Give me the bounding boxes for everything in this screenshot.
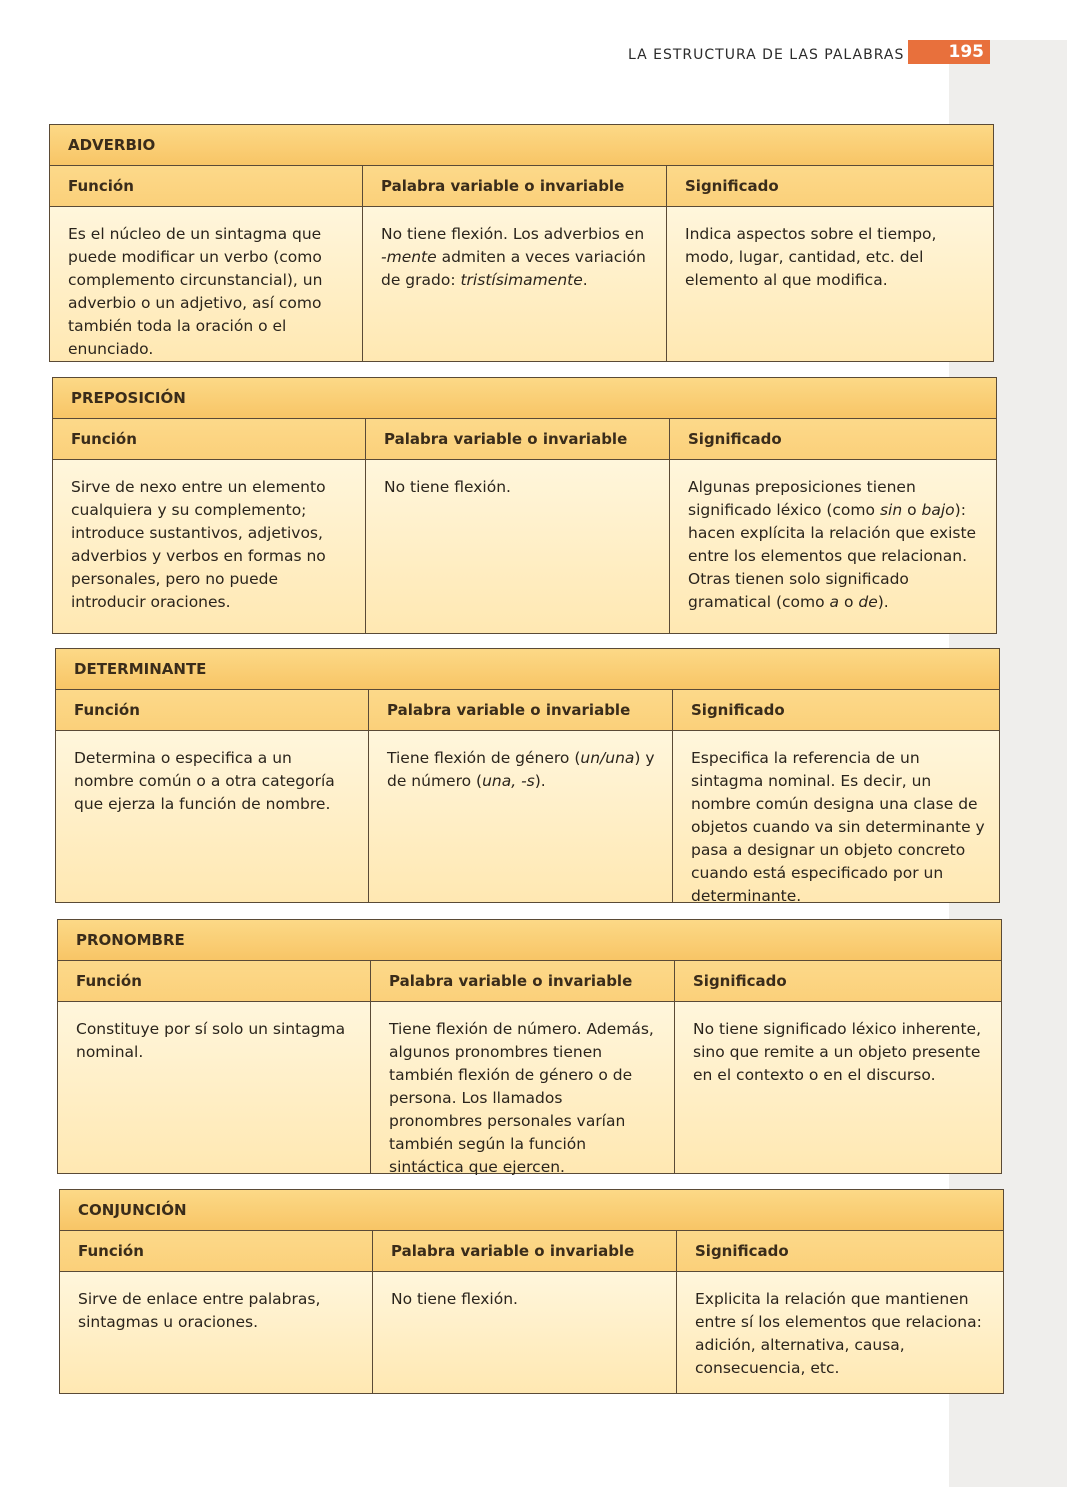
column-variable bbox=[372, 1231, 676, 1393]
column-funcion bbox=[53, 419, 365, 633]
header-significado: Significado bbox=[677, 1231, 1003, 1272]
page-number: 195 bbox=[908, 40, 990, 64]
column-variable bbox=[365, 419, 669, 633]
cell-significado: Indica aspectos sobre el tiempo, modo, lugar, cantidad, etc. del elemento al que modifica. bbox=[667, 207, 993, 361]
header-variable: Palabra variable o invariable bbox=[369, 690, 672, 731]
cell-funcion: Sirve de nexo entre un elemento cualquiera y su complemento; introduce sustantivos, adjetivos, adverbios y verbos en formas no personales, pero no puede introducir oraciones. bbox=[53, 460, 365, 633]
header-funcion: Función bbox=[53, 419, 365, 460]
table-conjuncion bbox=[59, 1189, 1004, 1394]
cell-significado: Especifica la referencia de un sintagma nominal. Es decir, un nombre común designa una clase de objetos cuando va sin determinante y pasa a designar un objeto concreto cuando está especificado por un determinante. bbox=[673, 731, 999, 902]
table-adverbio bbox=[49, 124, 994, 362]
cell-significado: No tiene significado léxico inherente, sino que remite a un objeto presente en el contexto o en el discurso. bbox=[675, 1002, 1001, 1173]
cell-funcion: Sirve de enlace entre palabras, sintagmas u oraciones. bbox=[60, 1272, 372, 1393]
header-variable: Palabra variable o invariable bbox=[371, 961, 674, 1002]
category-title: PREPOSICIÓN bbox=[53, 378, 996, 419]
header-variable: Palabra variable o invariable bbox=[363, 166, 666, 207]
header-funcion: Función bbox=[58, 961, 370, 1002]
column-variable bbox=[368, 690, 672, 902]
column-significado bbox=[674, 961, 1001, 1173]
cell-variable: Tiene flexión de número. Además, algunos pronombres tienen también flexión de género o de persona. Los llamados pronombres personales varían también según la función sintáctica que ejercen. bbox=[371, 1002, 674, 1173]
header-variable: Palabra variable o invariable bbox=[366, 419, 669, 460]
column-significado bbox=[676, 1231, 1003, 1393]
column-significado bbox=[672, 690, 999, 905]
category-title: DETERMINANTE bbox=[56, 649, 999, 690]
cell-funcion: Determina o especifica a un nombre común o a otra categoría que ejerza la función de nombre. bbox=[56, 731, 368, 902]
cell-funcion: Constituye por sí solo un sintagma nominal. bbox=[58, 1002, 370, 1173]
column-funcion bbox=[58, 961, 370, 1173]
table-preposicion bbox=[52, 377, 997, 634]
column-funcion bbox=[56, 690, 368, 902]
column-funcion bbox=[60, 1231, 372, 1393]
table-pronombre bbox=[57, 919, 1002, 1174]
cell-variable: No tiene flexión. bbox=[373, 1272, 676, 1393]
column-significado bbox=[669, 419, 996, 633]
cell-variable: Tiene flexión de género (un/una) y de número (una, -s). bbox=[369, 731, 672, 902]
header-funcion: Función bbox=[50, 166, 362, 207]
cell-significado: Algunas preposiciones tienen significado léxico (como sin o bajo): hacen explícita la relación que existe entre los elementos que relacionan. Otras tienen solo significado gramatical (como a o de). bbox=[670, 460, 996, 633]
category-title: CONJUNCIÓN bbox=[60, 1190, 1003, 1231]
column-significado bbox=[666, 166, 993, 361]
cell-variable: No tiene flexión. bbox=[366, 460, 669, 633]
column-variable bbox=[370, 961, 674, 1176]
cell-funcion: Es el núcleo de un sintagma que puede modificar un verbo (como complemento circunstancial), un adverbio o un adjetivo, así como también toda la oración o el enunciado. bbox=[50, 207, 362, 361]
header-significado: Significado bbox=[670, 419, 996, 460]
category-title: PRONOMBRE bbox=[58, 920, 1001, 961]
cell-significado: Explicita la relación que mantienen entre sí los elementos que relaciona: adición, alternativa, causa, consecuencia, etc. bbox=[677, 1272, 1003, 1393]
header-variable: Palabra variable o invariable bbox=[373, 1231, 676, 1272]
cell-variable: No tiene flexión. Los adverbios en -mente admiten a veces variación de grado: tristísimamente. bbox=[363, 207, 666, 361]
header-significado: Significado bbox=[667, 166, 993, 207]
column-funcion bbox=[50, 166, 362, 361]
table-determinante bbox=[55, 648, 1000, 903]
category-title: ADVERBIO bbox=[50, 125, 993, 166]
header-funcion: Función bbox=[60, 1231, 372, 1272]
header-significado: Significado bbox=[673, 690, 999, 731]
header-significado: Significado bbox=[675, 961, 1001, 1002]
running-header: LA ESTRUCTURA DE LAS PALABRAS bbox=[628, 47, 905, 63]
header-funcion: Función bbox=[56, 690, 368, 731]
column-variable bbox=[362, 166, 666, 361]
